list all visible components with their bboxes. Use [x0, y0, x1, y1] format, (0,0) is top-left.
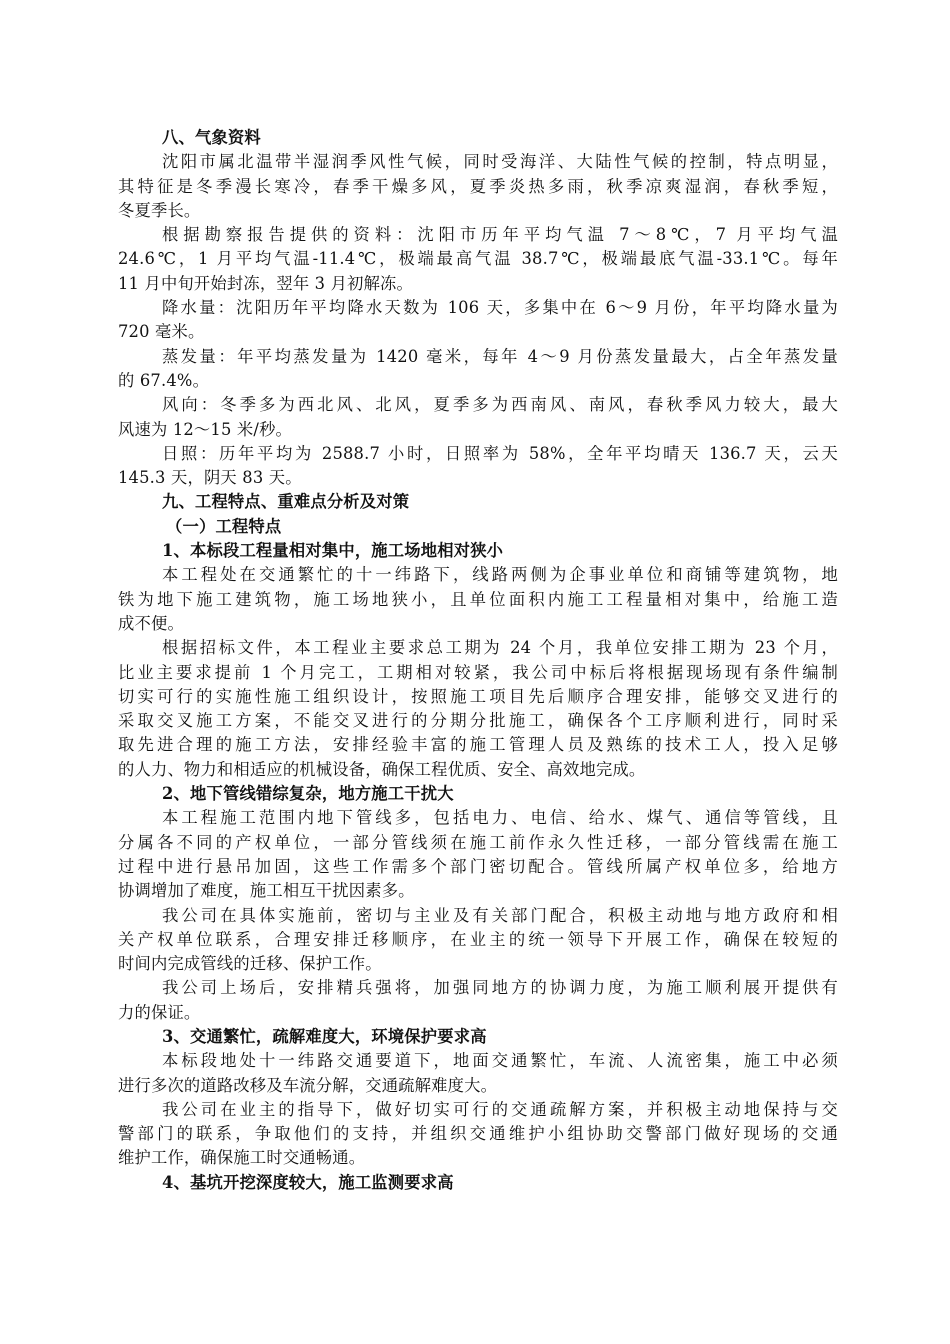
section-heading: 4、基坑开挖深度较大，施工监测要求高 — [162, 1172, 454, 1192]
paragraph-line: 警部门的联系，争取他们的支持，并组织交通维护小组协助交警部门做好现场的交通 — [118, 1124, 838, 1144]
section-heading: 八、气象资料 — [162, 128, 261, 147]
paragraph-last-line: 720 毫米。 — [118, 322, 205, 342]
paragraph-first-line: 我公司在具体实施前，密切与主业及有关部门配合，积极主动地与地方政府和相 — [162, 905, 838, 925]
paragraph-line: 24.6℃，1 月平均气温-11.4℃，极端最高气温 38.7℃，极端最底气温-33.1℃。每年 — [118, 249, 838, 269]
paragraph-first-line: 蒸发量：年平均蒸发量为 1420 毫米，每年 4～9 月份蒸发量最大，占全年蒸发量 — [162, 346, 838, 366]
paragraph-last-line: 协调增加了难度，施工相互干扰因素多。 — [118, 881, 415, 901]
paragraph-last-line: 的人力、物力和相适应的机械设备，确保工程优质、安全、高效地完成。 — [118, 759, 646, 779]
subsection-heading: （一）工程特点 — [166, 516, 282, 536]
paragraph-first-line: 风向：冬季多为西北风、北风，夏季多为西南风、南风，春秋季风力较大，最大 — [162, 395, 838, 415]
paragraph-first-line: 根据勘察报告提供的资料：沈阳市历年平均气温 7～8℃，7 月平均气温 — [162, 225, 838, 245]
paragraph-first-line: 日照：历年平均为 2588.7 小时，日照率为 58%，全年平均晴天 136.7 天，云天 — [162, 443, 838, 463]
paragraph-line: 采取交叉施工方案，不能交叉进行的分期分批施工，确保各个工序顺利进行，同时采 — [118, 711, 838, 731]
paragraph-last-line: 的 67.4%。 — [118, 370, 210, 390]
paragraph-first-line: 我公司在业主的指导下，做好切实可行的交通疏解方案，并积极主动地保持与交 — [162, 1099, 838, 1119]
section-heading: 2、地下管线错综复杂，地方施工干扰大 — [162, 784, 454, 804]
paragraph-first-line: 沈阳市属北温带半湿润季风性气候，同时受海洋、大陆性气候的控制，特点明显， — [162, 152, 838, 172]
paragraph-first-line: 根据招标文件，本工程业主要求总工期为 24 个月，我单位安排工期为 23 个月， — [162, 638, 838, 658]
paragraph-first-line: 本标段地处十一纬路交通要道下，地面交通繁忙，车流、人流密集，施工中必须 — [162, 1051, 838, 1071]
section-heading: 3、交通繁忙，疏解难度大，环境保护要求高 — [162, 1026, 487, 1046]
paragraph-line: 过程中进行悬吊加固，这些工作需多个部门密切配合。管线所属产权单位多，给地方 — [118, 856, 838, 876]
paragraph-line: 关产权单位联系，合理安排迁移顺序，在业主的统一领导下开展工作，确保在较短的 — [118, 929, 838, 949]
paragraph-line: 铁为地下施工建筑物，施工场地狭小，且单位面积内施工工程量相对集中，给施工造 — [118, 589, 838, 609]
paragraph-first-line: 我公司上场后，安排精兵强将，加强同地方的协调力度，为施工顺利展开提供有 — [162, 978, 838, 998]
paragraph-first-line: 本工程施工范围内地下管线多，包括电力、电信、给水、煤气、通信等管线，且 — [162, 808, 838, 828]
paragraph-last-line: 冬夏季长。 — [118, 200, 201, 220]
paragraph-line: 分属各不同的产权单位，一部分管线须在施工前作永久性迁移，一部分管线需在施工 — [118, 832, 838, 852]
paragraph-last-line: 维护工作，确保施工时交通畅通。 — [118, 1148, 366, 1168]
section-heading: 1、本标段工程量相对集中，施工场地相对狭小 — [162, 541, 504, 561]
paragraph-line: 比业主要求提前 1 个月完工，工期相对较紧，我公司中标后将根据现场现有条件编制 — [118, 662, 838, 682]
paragraph-last-line: 成不便。 — [118, 613, 184, 633]
paragraph-last-line: 145.3 天，阴天 83 天。 — [118, 468, 302, 488]
paragraph-last-line: 力的保证。 — [118, 1002, 201, 1022]
paragraph-last-line: 进行多次的道路改移及车流分解，交通疏解难度大。 — [118, 1075, 498, 1095]
paragraph-line: 取先进合理的施工方法，安排经验丰富的施工管理人员及熟练的技术工人，投入足够 — [118, 735, 838, 755]
paragraph-last-line: 风速为 12～15 米/秒。 — [118, 419, 293, 439]
paragraph-first-line: 本工程处在交通繁忙的十一纬路下，线路两侧为企事业单位和商铺等建筑物，地 — [162, 565, 838, 585]
paragraph-last-line: 11 月中旬开始封冻，翌年 3 月初解冻。 — [118, 273, 414, 293]
paragraph-first-line: 降水量：沈阳历年平均降水天数为 106 天，多集中在 6～9 月份，年平均降水量为 — [162, 298, 838, 318]
document-body — [118, 126, 838, 1195]
section-heading: 九、工程特点、重难点分析及对策 — [162, 492, 410, 512]
paragraph-last-line: 时间内完成管线的迁移、保护工作。 — [118, 954, 382, 974]
paragraph-line: 其特征是冬季漫长寒冷，春季干燥多风，夏季炎热多雨，秋季凉爽湿润，春秋季短， — [118, 176, 838, 196]
paragraph-line: 切实可行的实施性施工组织设计，按照施工项目先后顺序合理安排，能够交叉进行的 — [118, 686, 838, 706]
